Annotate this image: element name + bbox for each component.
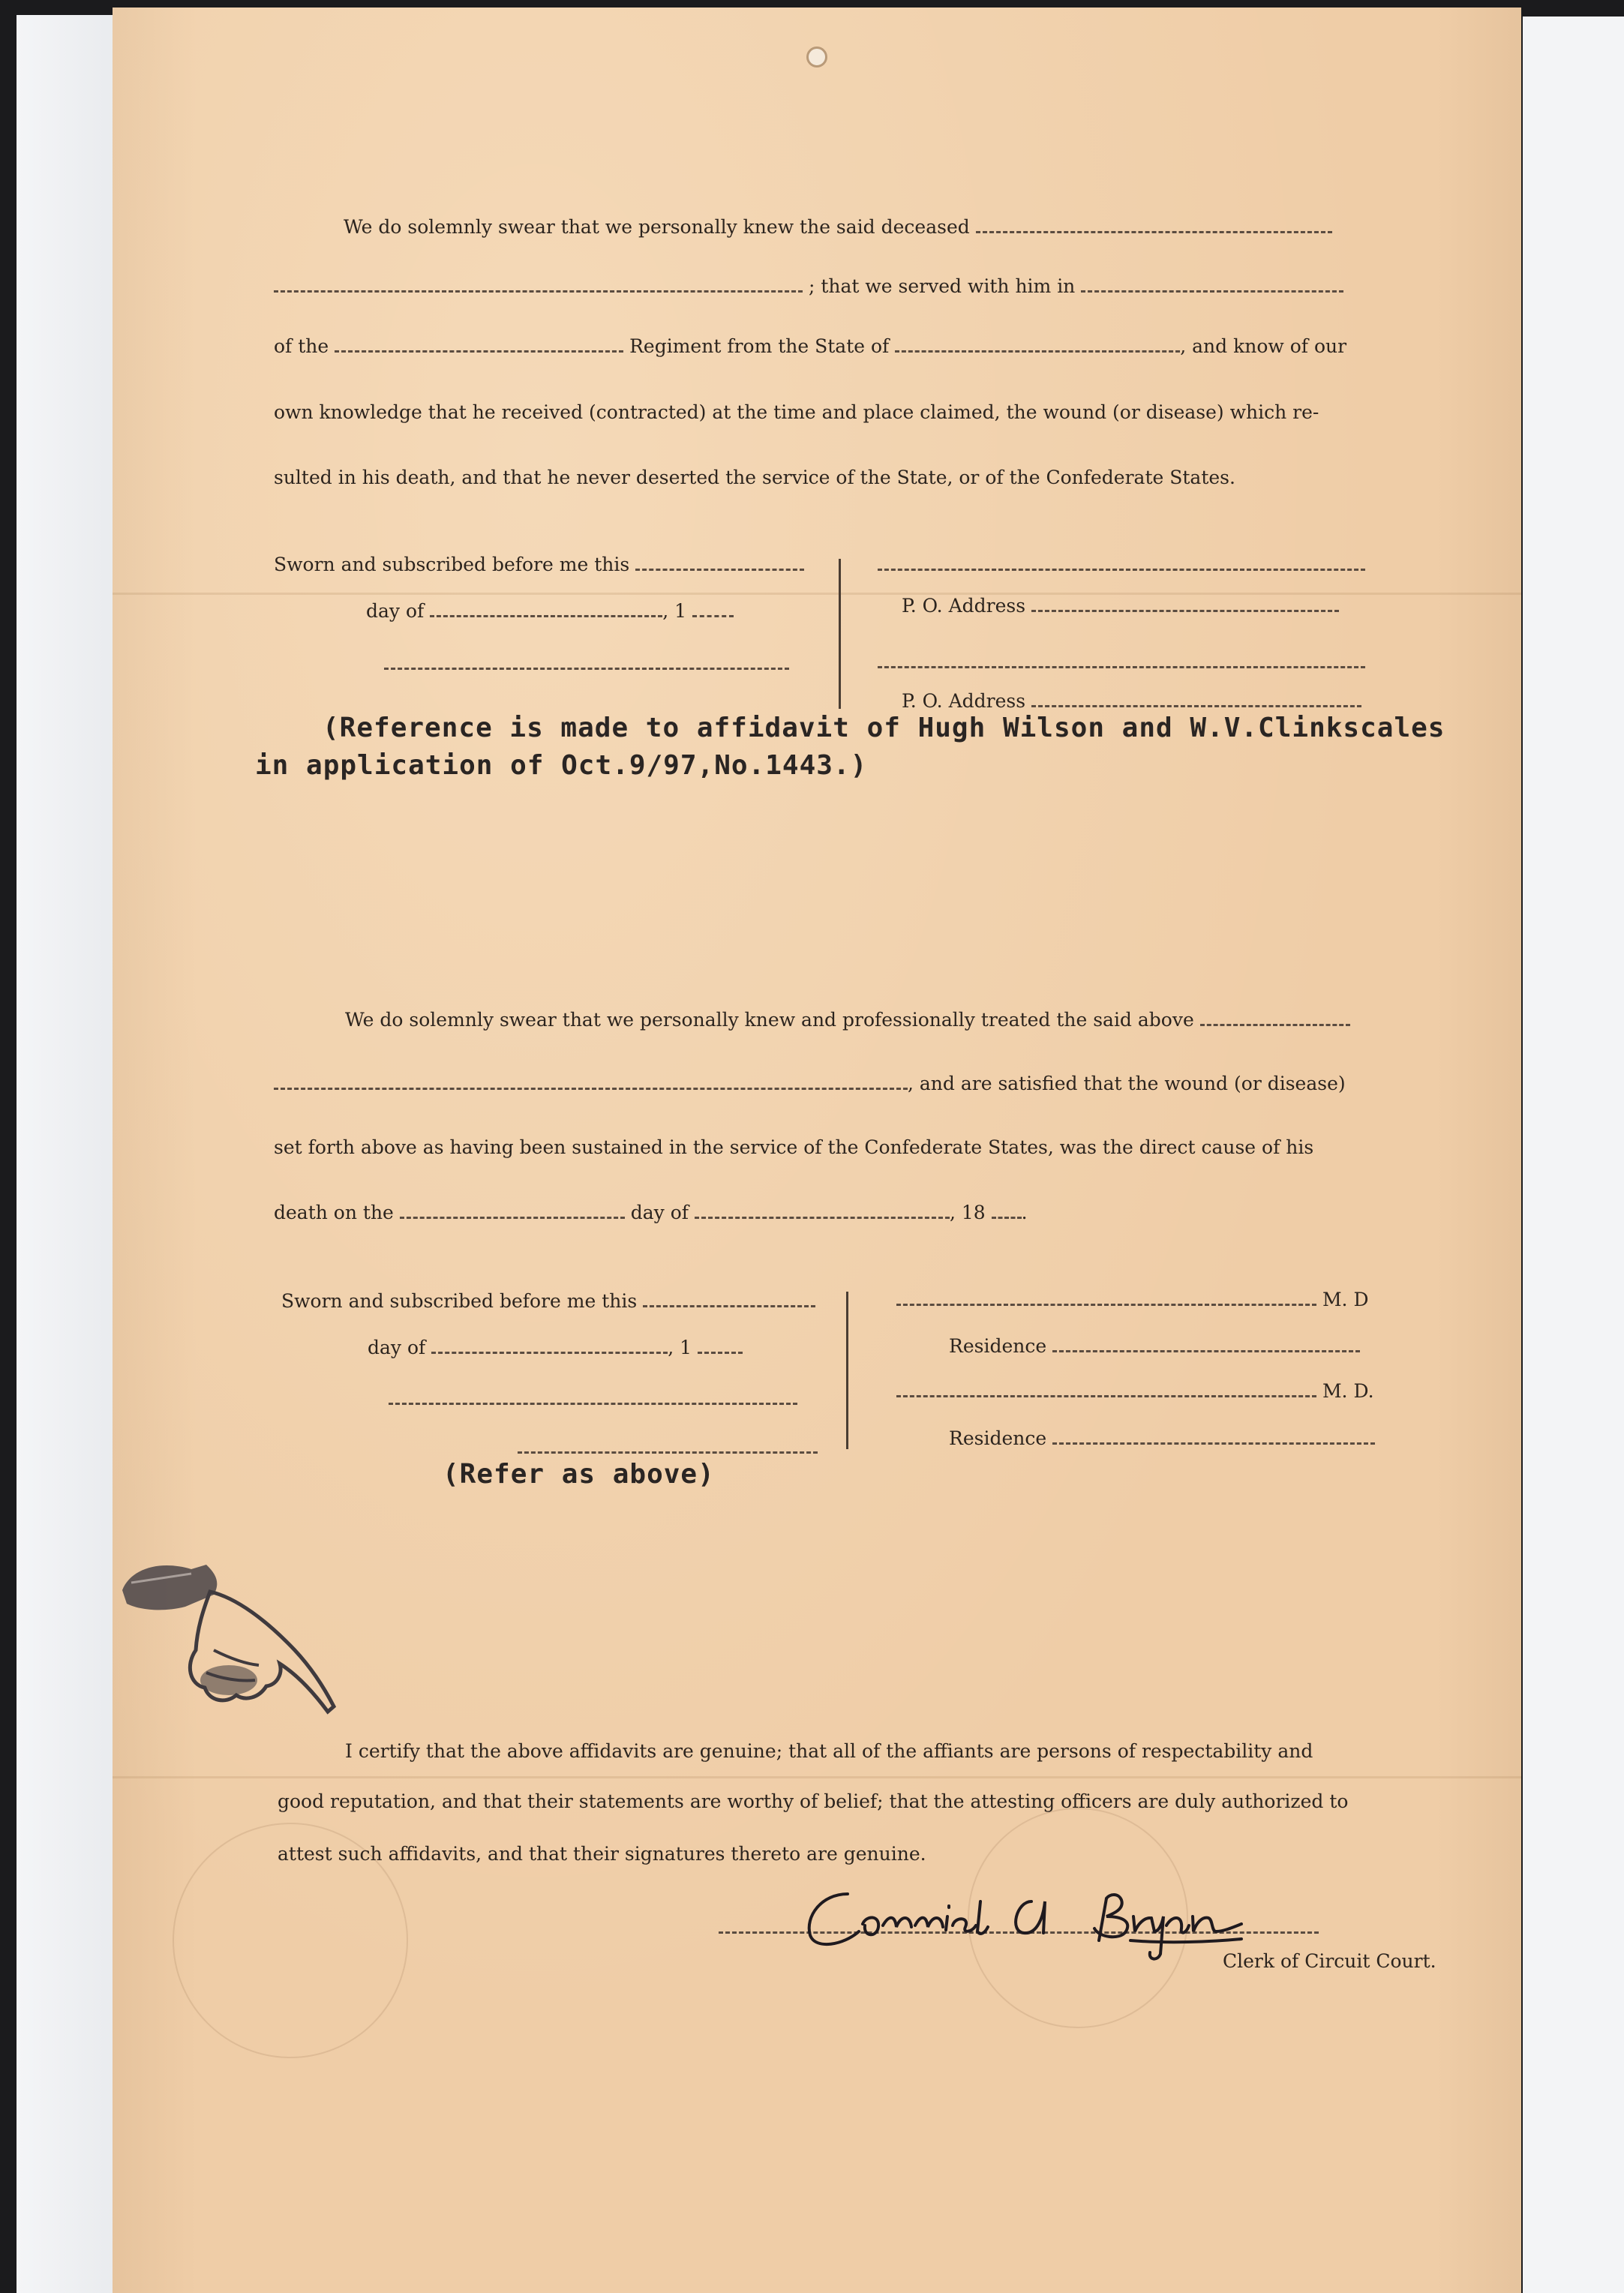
deceased-name-blank (976, 218, 1332, 233)
oath-line-5: sulted in his death, and that he never deserted the service of the State, or of the Confederate States. (274, 467, 1235, 488)
residence-2-blank (1052, 1429, 1375, 1445)
officer-signature-blank (384, 654, 789, 670)
served-with-text: ; that we served with him in (808, 275, 1076, 297)
md-1-label: M. D (1322, 1289, 1369, 1310)
and-know-text: , and know of our (1180, 335, 1347, 357)
physician-oath-line-1 (345, 1009, 1350, 1031)
state-blank (895, 337, 1180, 353)
physician-day-of-line (368, 1337, 743, 1359)
day-of-text: day of (366, 600, 425, 622)
pointing-hand-icon (116, 1538, 353, 1740)
md-2-line (896, 1380, 1374, 1403)
day-of-mid-text: day of (630, 1202, 689, 1223)
oath-line-4: own knowledge that he received (contracted) at the time and place claimed, the wound (or disease) which re- (274, 401, 1319, 423)
physician-sworn-text: Sworn and subscribed before me this (281, 1290, 638, 1312)
deceased-name-cont-blank (274, 277, 803, 293)
po-address-2-blank (1031, 692, 1361, 707)
physician-officer-line-2 (518, 1436, 818, 1459)
md-2-label: M. D. (1322, 1380, 1374, 1402)
affiant-1-signature-line (878, 554, 1365, 576)
affidavit-page (113, 8, 1521, 2293)
death-month-blank (695, 1203, 950, 1219)
month-blank (430, 602, 662, 617)
physician-sworn-day-blank (643, 1292, 815, 1307)
po-address-1-line (902, 595, 1339, 617)
physician-year-prefix: , 1 (668, 1337, 692, 1358)
satisfied-text: , and are satisfied that the wound (or disease) (908, 1073, 1346, 1094)
death-year-blank (992, 1203, 1022, 1219)
md-1-line (896, 1289, 1369, 1311)
sworn-line (274, 554, 804, 576)
po-address-1-label: P. O. Address (902, 595, 1026, 617)
reference-note-line-1: (Reference is made to affidavit of Hugh Wilson and W.V.Clinkscales (323, 713, 1445, 743)
oath-intro-text: We do solemnly swear that we personally knew the said deceased (344, 216, 970, 238)
affiant-1-signature-blank (878, 555, 1365, 571)
residence-2-line (949, 1427, 1375, 1450)
sworn-text: Sworn and subscribed before me this (274, 554, 630, 575)
affiant-2-signature-line (878, 651, 1365, 674)
oath-line-2 (274, 275, 1343, 298)
physician-oath-line-3: set forth above as having been sustained in the service of the Confederate States, was the direct cause of his (274, 1136, 1314, 1158)
right-margin-strip (1523, 17, 1624, 2293)
bracket (846, 1292, 848, 1449)
sworn-day-blank (635, 555, 804, 571)
certification-line-2: good reputation, and that their statements are worthy of belief; that the attesting officers are duly authorized to (278, 1790, 1349, 1812)
physician-oath-intro: We do solemnly swear that we personally knew and professionally treated the said above (345, 1009, 1194, 1031)
soldier-name-cont-blank (274, 1074, 908, 1090)
death-on-text: death on the (274, 1202, 394, 1223)
affiant-2-signature-blank (878, 653, 1365, 668)
certification-line-3: attest such affidavits, and that their signatures thereto are genuine. (278, 1843, 926, 1865)
year-prefix-text: , 1 (662, 600, 687, 622)
oath-line-1 (344, 216, 1332, 239)
of-the-text: of the (274, 335, 329, 357)
refer-note: (Refer as above) (443, 1459, 715, 1490)
physician-day-of-text: day of (368, 1337, 426, 1358)
year-18-text: , 18 (950, 1202, 986, 1223)
residence-1-label: Residence (949, 1335, 1047, 1357)
company-blank (1081, 277, 1343, 293)
year-blank (692, 602, 734, 617)
oath-line-3 (274, 335, 1346, 358)
death-day-blank (400, 1203, 625, 1219)
reference-note-line-2: in application of Oct.9/97,No.1443.) (255, 750, 868, 781)
residence-1-line (949, 1335, 1360, 1358)
physician-year-blank (698, 1338, 743, 1354)
soldier-name-blank (1200, 1010, 1350, 1026)
physician-officer-blank-2 (518, 1438, 818, 1454)
physician-month-blank (431, 1338, 668, 1354)
clerk-title: Clerk of Circuit Court. (1223, 1950, 1436, 1972)
punch-hole (806, 47, 827, 68)
residence-2-label: Residence (949, 1427, 1047, 1449)
death-date-line (274, 1202, 1028, 1224)
residence-1-blank (1052, 1337, 1360, 1352)
md-1-blank (896, 1290, 1316, 1306)
po-address-1-blank (1031, 596, 1339, 612)
physician-officer-blank (389, 1389, 797, 1405)
physician-oath-line-2 (274, 1073, 1346, 1095)
po-address-2-label: P. O. Address (902, 690, 1026, 712)
year-end-text: . (1021, 1202, 1028, 1223)
po-address-2-line (902, 690, 1361, 713)
day-of-line (366, 600, 734, 623)
md-2-blank (896, 1382, 1316, 1397)
regiment-blank (335, 337, 623, 353)
certification-line-1: I certify that the above affidavits are genuine; that all of the affiants are persons of respectability and (345, 1740, 1313, 1762)
fold-line (113, 1776, 1521, 1778)
regiment-text: Regiment from the State of (629, 335, 890, 357)
physician-sworn-line (281, 1290, 815, 1313)
officer-signature-line (384, 653, 789, 675)
physician-officer-line (389, 1388, 797, 1410)
bracket (839, 559, 841, 709)
